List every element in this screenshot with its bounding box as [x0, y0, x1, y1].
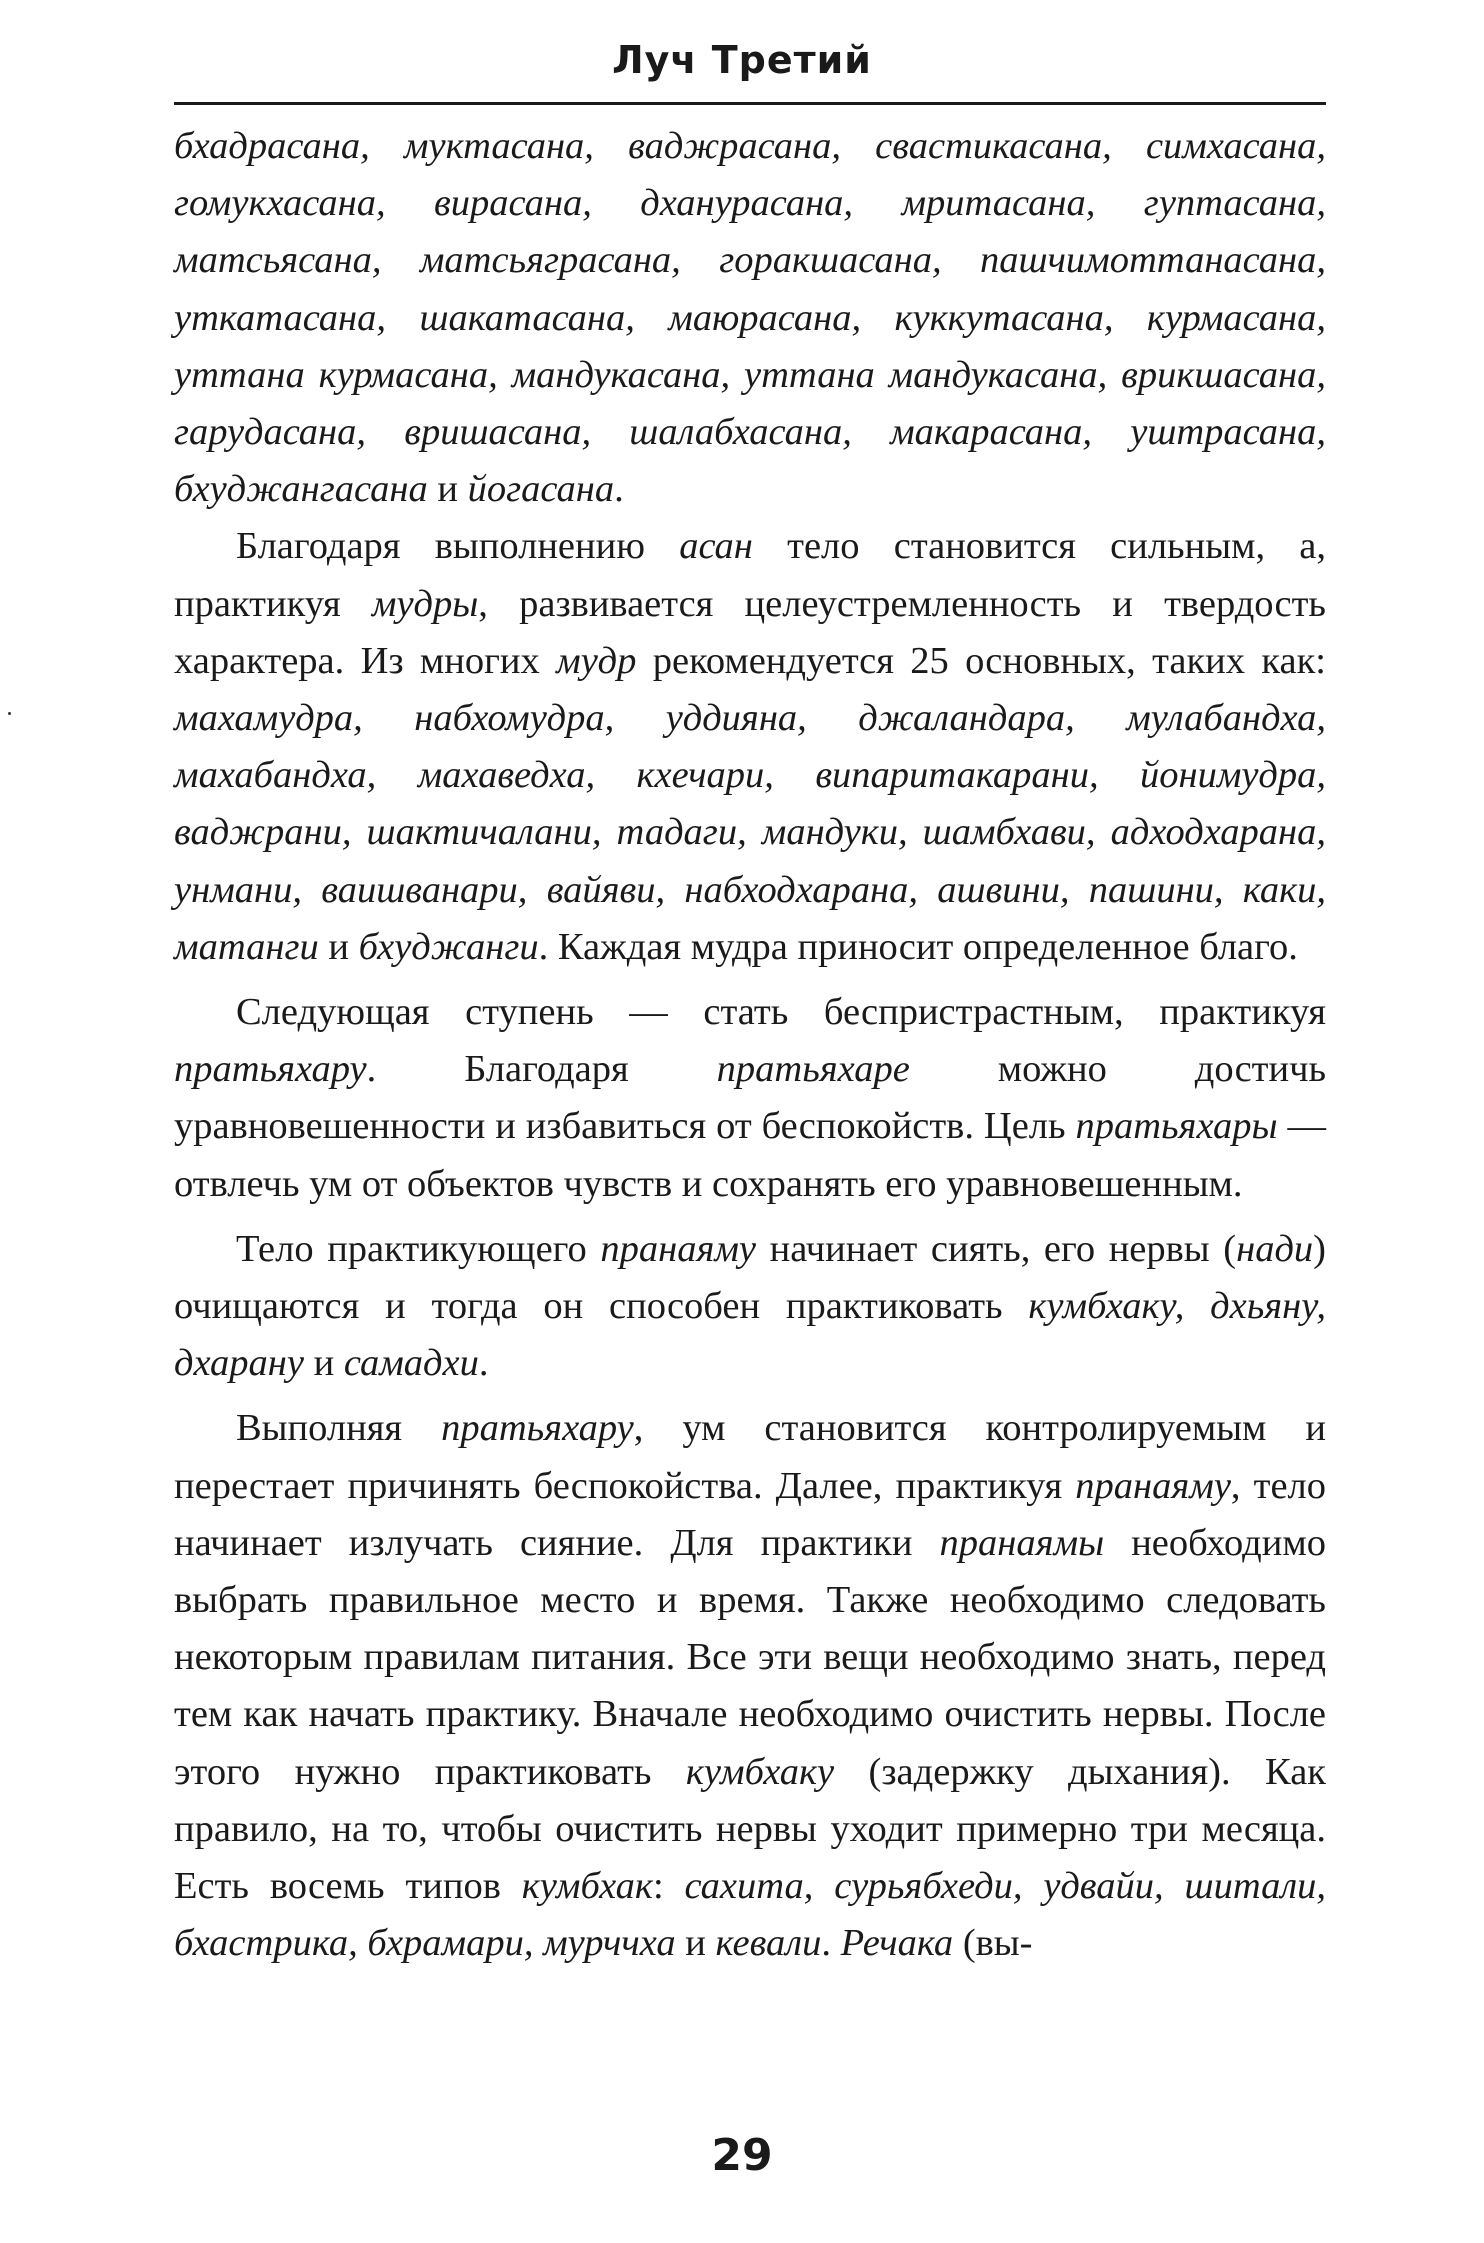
- text-run: Благодаря выполнению: [236, 525, 680, 568]
- text-run: (вы-: [953, 1922, 1033, 1965]
- italic-term: пратьяхаре: [716, 1048, 910, 1091]
- text-run: . Каждая мудра приносит определенное благо.: [538, 925, 1298, 968]
- text-run: ) очищаются и тогда он способен практиковать: [174, 1227, 1326, 1328]
- text-run: Выполняя: [236, 1407, 442, 1450]
- text-run: необходимо выбрать правильное место и время. Также необходимо следовать некоторым правилам питания. Все эти вещи необходимо знать, перед тем как начать практику. Вначале необходимо очистить нервы. После этого нужно практиковать: [174, 1521, 1326, 1793]
- italic-term: кевали: [715, 1922, 822, 1965]
- italic-term: махамудра, набхомудра, уддияна, джаландара, мулабандха, махабандха, махаведха, кхечари, випаритакарани, йонимудра, ваджрани, шактичалани, тадаги, мандуки, шамбхави, адходхарана, унмани, ваишванари, вайяви, набходхарана, ашвини, пашини, каки, матанги: [174, 697, 1326, 968]
- italic-term: бхуджанги: [358, 925, 539, 968]
- italic-term: пратьяхары: [1075, 1105, 1278, 1148]
- italic-term: пранаяму: [1075, 1464, 1231, 1507]
- italic-term: мудр: [556, 639, 637, 682]
- italic-term: бхадрасана, муктасана, ваджрасана, свастикасана, симхасана, гомукхасана, вирасана, дханурасана, мритасана, гуптасана, матсьясана, матсьяграсана, горакшасана, пашчимоттанасана, уткатасана, шакатасана, маюрасана, куккутасана, курмасана, уттана курмасана, мандукасана, уттана мандукасана, врикшасана, гарудасана, вришасана, шалабхасана, макарасана, уштрасана, бхуджангасана: [174, 125, 1326, 511]
- page-number: 29: [711, 2130, 773, 2181]
- text-run: Следующая ступень — стать беспристрастным, практикуя: [236, 991, 1326, 1034]
- italic-term: йогасана: [467, 468, 615, 511]
- text-run: :: [652, 1865, 685, 1908]
- paragraph: [174, 984, 1326, 1213]
- text-run: и: [427, 468, 468, 511]
- italic-term: асан: [679, 525, 753, 568]
- text-run: .: [478, 1342, 489, 1385]
- italic-term: Речака: [840, 1922, 954, 1965]
- italic-term: самадхи: [343, 1342, 479, 1385]
- text-run: .: [821, 1922, 841, 1965]
- text-run: .: [614, 468, 624, 511]
- paragraph: [174, 518, 1326, 976]
- running-title: Луч Третий: [612, 38, 872, 82]
- italic-term: пранаямы: [939, 1521, 1105, 1564]
- text-run: начинает сиять, его нервы (: [756, 1227, 1237, 1270]
- text-run: (задержку дыхания). Как правило, на то, чтобы очистить нервы уходит примерно три месяца. Есть восемь типов: [174, 1750, 1326, 1908]
- italic-term: пратьяхару: [174, 1048, 367, 1091]
- header-rule: [174, 102, 1326, 105]
- italic-term: пратьяхару: [441, 1407, 634, 1450]
- text-run: и: [304, 1342, 344, 1385]
- text-run: . Благодаря: [366, 1048, 717, 1091]
- italic-term: кумбхаку: [685, 1750, 835, 1793]
- body-text: [174, 118, 1326, 1973]
- text-run: — отвлечь ум от объектов чувств и сохранять его уравновешенным.: [174, 1105, 1327, 1205]
- paragraph: [174, 118, 1326, 518]
- italic-term: сахита, сурьябхеди, удвайи, шитали, бхастрика, бхрамари, мурччха: [174, 1865, 1327, 1965]
- italic-term: кумбхак: [521, 1865, 653, 1908]
- paragraph: [174, 1221, 1326, 1393]
- scan-speck: [8, 712, 11, 715]
- italic-term: нади: [1236, 1227, 1314, 1270]
- italic-term: пранаяму: [600, 1227, 757, 1270]
- text-run: Тело практикующего: [236, 1227, 601, 1270]
- text-run: и: [675, 1922, 716, 1965]
- text-run: и: [318, 925, 359, 968]
- italic-term: кумбхаку, дхьяну, дхарану: [174, 1285, 1326, 1385]
- text-run: , ум становится контролируемым и перестает причинять беспокойства. Далее, практикуя: [174, 1407, 1326, 1507]
- text-run: , развивается целеустремленность и твердость характера. Из многих: [174, 582, 1326, 682]
- text-run: тело становится сильным, а, практикуя: [174, 525, 1326, 625]
- text-run: рекомендуется 25 основных, таких как:: [636, 639, 1326, 682]
- paragraph: [174, 1400, 1326, 1972]
- italic-term: мудры: [371, 582, 479, 625]
- text-run: , тело начинает излучать сияние. Для практики: [174, 1464, 1326, 1564]
- text-run: можно достичь уравновешенности и избавиться от беспокойств. Цель: [174, 1048, 1327, 1148]
